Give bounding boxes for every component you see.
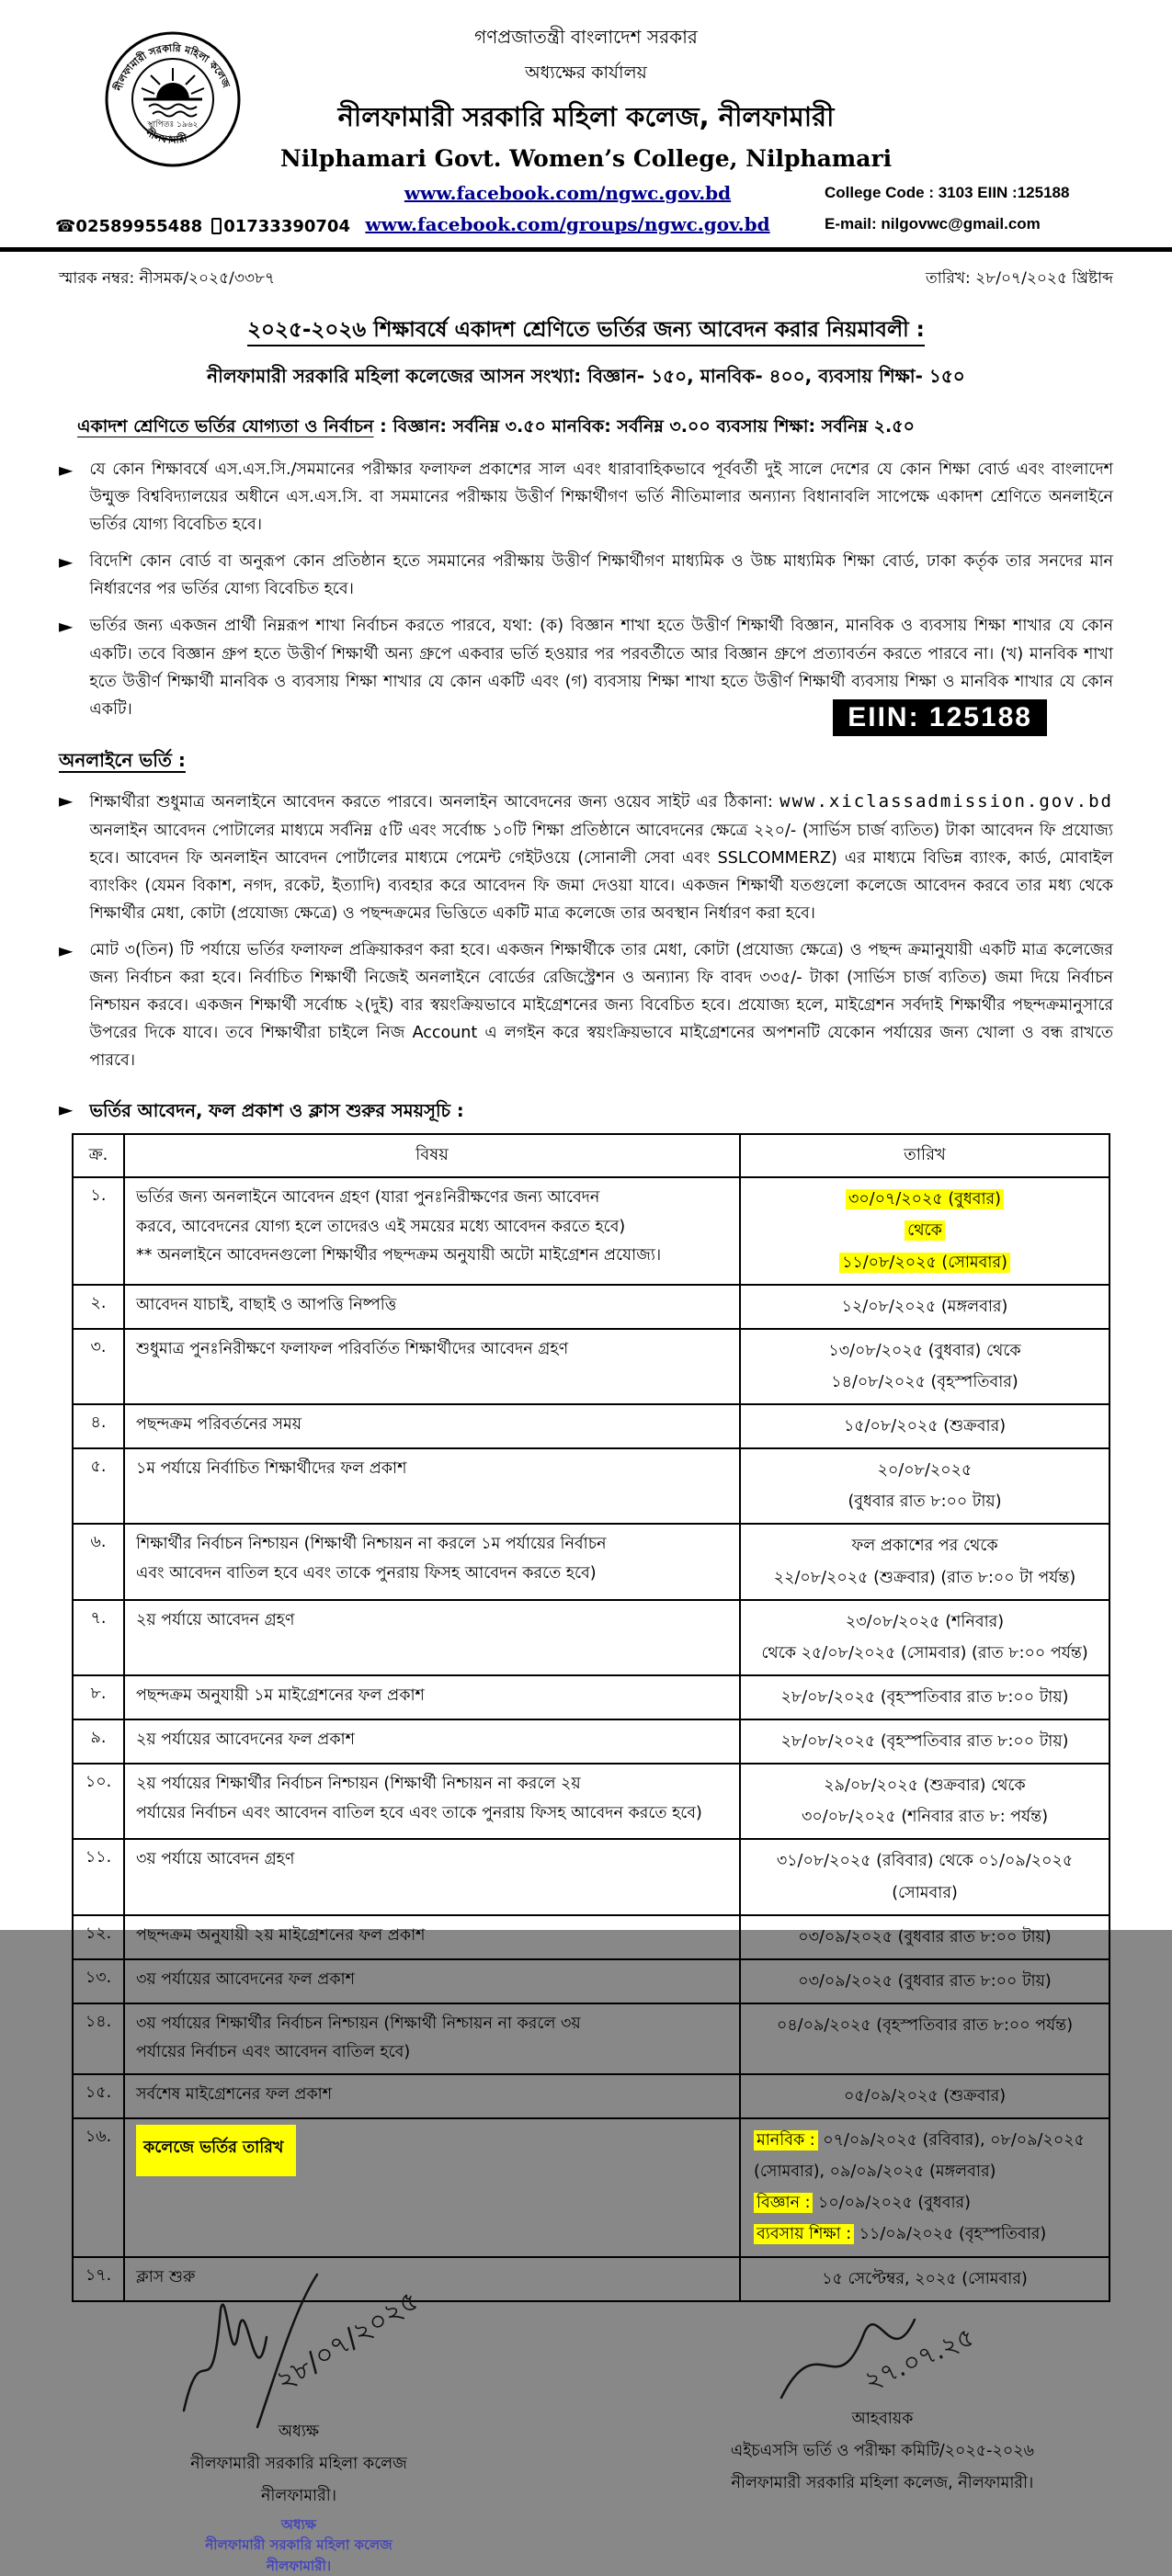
subject-line <box>136 1213 735 1243</box>
online-admission-heading: অনলাইনে ভর্তি : <box>59 748 186 771</box>
government-line: গণপ্রজাতন্ত্রী বাংলাদেশ সরকার <box>474 26 698 48</box>
text-segment: পছন্দক্রম পরিবর্তনের সময় <box>136 1415 302 1435</box>
cell-subject <box>124 2118 740 2257</box>
date-line <box>748 1455 1101 1486</box>
stamp-line: নীলফামারী। <box>266 2557 332 2574</box>
rule-item <box>59 548 1113 603</box>
cell-serial: ১৪. <box>73 2003 124 2074</box>
convener-signature-icon <box>754 2297 1011 2416</box>
cell-serial: ৯. <box>73 1719 124 1764</box>
date-line <box>748 1486 1101 1517</box>
header-divider <box>0 247 1172 252</box>
text-segment: ২৯/০৮/২০২৫ (শুক্রবার) থেকে <box>824 1776 1026 1796</box>
cell-date <box>740 1839 1109 1914</box>
cell-date <box>740 2118 1109 2257</box>
text-segment: ১২/০৮/২০২৫ (মঙ্গলবার) <box>841 1297 1008 1316</box>
text-segment: যে কোন শিক্ষাবর্ষে এস.এস.সি./সমমানের পরীক্ষার ফলাফল প্রকাশের সাল এবং ধারাবাহিকভাবে পূর্ববর্তী দুই সালে দেশের যে কোন শিক্ষা বোর্ড এবং বাংলাদেশ উন্মুক্ত বিশ্ববিদ্যালয়ের অধীনে এস.এস.সি. বা সমমানের পরীক্ষায় উত্তীর্ণ শিক্ষার্থীগণ ভর্তি নীতিমালার অন্যান্য বিধানাবলি সাপেক্ষে একাদশ শ্রেণিতে অনলাইনে ভর্তির যোগ্য বিবেচিত হবে। <box>89 460 1113 535</box>
online-section-header-row <box>59 701 1113 777</box>
schedule-table <box>72 1133 1110 2301</box>
email-line: E-mail: nilgovwc@gmail.com <box>825 214 1041 233</box>
cell-date <box>740 1404 1109 1448</box>
cell-date <box>740 1524 1109 1599</box>
logo-sun-icon <box>142 68 204 117</box>
online-rules-list <box>59 787 1113 1075</box>
text-segment: ২৩/০৮/২০২৫ (শনিবার) <box>845 1612 1005 1631</box>
text-segment: ৩য় পর্যায়ের আবেদনের ফল প্রকাশ <box>136 1969 355 1989</box>
cell-subject <box>124 1177 740 1284</box>
cell-subject <box>124 1839 740 1914</box>
facebook-group-link[interactable]: www.facebook.com/groups/ngwc.gov.bd <box>365 213 770 235</box>
cell-subject <box>124 1524 740 1599</box>
date-line <box>754 2219 1101 2250</box>
text-segment: ** অনলাইনে আবেদনগুলো শিক্ষার্থীর পছন্দক্রম অনুযায়ী অটো মাইগ্রেশন প্রযোজ্য। <box>136 1246 662 1265</box>
rule-item <box>59 456 1113 539</box>
subject-line <box>136 1726 735 1755</box>
subject-line <box>136 2010 735 2039</box>
text-segment: করবে, আবেদনের যোগ্য হলে তাদেরও এই সময়ের মধ্যে আবেদন করতে হবে) <box>136 1217 626 1236</box>
cell-subject <box>124 2003 740 2074</box>
cell-date <box>740 1959 1109 2003</box>
date-line <box>748 1530 1101 1561</box>
college-logo <box>103 29 243 169</box>
text-segment: বিদেশি কোন বোর্ড বা অনুরূপ কোন প্রতিষ্ঠান হতে সমমানের পরীক্ষায় উত্তীর্ণ শিক্ষার্থীগণ মাধ্যমিক ও উচ্চ মাধ্যমিক শিক্ষা বোর্ড, ঢাকা কর্তৃক তার সনদের মান নির্ধারণের পর ভর্তির যোগ্য বিবেচিত হবে। <box>89 552 1113 599</box>
date-line <box>748 1770 1101 1801</box>
date-line <box>748 1367 1101 1398</box>
subject-line <box>136 1770 735 1799</box>
text-segment: ১১/০৯/২০২৫ (বৃহস্পতিবার) <box>854 2225 1047 2244</box>
principal-signature-block <box>147 2284 450 2576</box>
date-line <box>748 1411 1101 1442</box>
text-segment: আবেদন যাচাই, বাছাই ও আপত্তি নিষ্পত্তি <box>136 1295 397 1314</box>
facebook-link[interactable]: www.facebook.com/ngwc.gov.bd <box>404 182 732 204</box>
subject-line <box>136 1682 735 1711</box>
bullet-arrow-icon: ► <box>59 938 74 961</box>
text-segment: ৩০/০৮/২০২৫ (শনিবার রাত ৮: পর্যন্ত) <box>801 1808 1049 1827</box>
table-row <box>73 1329 1109 1404</box>
seat-capacity-line: নীলফামারী সরকারি মহিলা কলেজের আসন সংখ্যা: বিজ্ঞান- ১৫০, মানবিক- ৪০০, ব্যবসায় শিক্ষা- ১৫০ <box>207 365 965 387</box>
text-segment: (বুধবার রাত ৮:০০ টায়) <box>848 1492 1002 1512</box>
subject-line <box>136 1530 735 1560</box>
subject-line <box>136 1560 735 1589</box>
cell-serial: ৫. <box>73 1448 124 1524</box>
date-line <box>748 1247 1101 1278</box>
text-segment: (সোমবার), ০৯/০৯/২০২৫ (মঙ্গলবার) <box>754 2162 996 2182</box>
date-line <box>748 1966 1101 1997</box>
subject-line <box>136 2038 735 2068</box>
table-row <box>73 1675 1109 1719</box>
date-line <box>748 1562 1101 1594</box>
text-segment: ৩য় পর্যায়ের শিক্ষার্থীর নির্বাচন নিশ্চায়ন (শিক্ষার্থী নিশ্চায়ন না করলে ৩য় <box>136 2014 581 2033</box>
cell-date <box>740 1600 1109 1675</box>
eiin-badge: EIIN: 125188 <box>833 699 1047 736</box>
date-line <box>748 1606 1101 1638</box>
notice-title: ২০২৫-২০২৬ শিক্ষাবর্ষে একাদশ শ্রেণিতে ভর্তির জন্য আবেদন করার নিয়মাবলী : <box>0 312 1172 348</box>
header-serial: ক্র. <box>73 1134 124 1177</box>
rule-item <box>59 936 1113 1074</box>
text-segment: পর্যায়ের নির্বাচন এবং আবেদন বাতিল হবে এবং তাকে পুনরায় ফিসহ আবেদন করতে হবে) <box>136 1803 702 1822</box>
subject-line <box>136 1291 735 1321</box>
subject-line <box>136 1242 735 1271</box>
text-segment: পর্যায়ের নির্বাচন এবং আবেদন বাতিল হবে) <box>136 2043 411 2062</box>
mobile-phone-icon <box>211 218 222 234</box>
memo-number: স্মারক নম্বর: নীসমক/২০২৫/৩৩৮৭ <box>59 269 276 288</box>
cell-date <box>740 1719 1109 1764</box>
eligibility-values: : বিজ্ঞান: সর্বনিম্ন ৩.৫০ মানবিক: সর্বনিম্ন ৩.০০ ব্যবসায় শিক্ষা: সর্বনিম্ন ২.৫০ <box>373 416 915 437</box>
cell-subject <box>124 1675 740 1719</box>
table-row <box>73 1524 1109 1599</box>
subject-line <box>136 2125 735 2176</box>
bullet-arrow-icon: ► <box>59 615 74 638</box>
cell-date <box>740 1448 1109 1524</box>
principal-signature-icon <box>147 2273 450 2429</box>
cell-date <box>740 2074 1109 2118</box>
text-segment: ২৮/০৮/২০২৫ (বৃহস্পতিবার রাত ৮:০০ টায়) <box>780 1687 1069 1707</box>
handwritten-date: ২৮/০৭/২০২৫ <box>270 2284 425 2398</box>
text-segment: পছন্দক্রম অনুযায়ী ১ম মাইগ্রেশনের ফল প্রকাশ <box>136 1685 425 1705</box>
general-rules-list <box>59 456 1113 723</box>
logo-ring-top-text: নীলফামারী সরকারি মহিলা কলেজ <box>112 41 233 93</box>
text-segment: ৩য় পর্যায়ে আবেদন গ্রহণ <box>136 1850 295 1869</box>
cell-date <box>740 1675 1109 1719</box>
text-segment: ২য় পর্যায়ের আবেদনের ফল প্রকাশ <box>136 1731 355 1750</box>
subject-line <box>136 1184 735 1213</box>
eligibility-heading: একাদশ শ্রেণিতে ভর্তির যোগ্যতা ও নির্বাচন <box>77 416 374 437</box>
subject-line <box>136 1845 735 1875</box>
cell-subject <box>124 1404 740 1448</box>
subject-line <box>136 1455 735 1484</box>
cell-serial: ১. <box>73 1177 124 1284</box>
table-row <box>73 1764 1109 1839</box>
college-code-line: College Code : 3103 EIIN :125188 <box>825 183 1070 201</box>
table-row <box>73 1600 1109 1675</box>
text-segment: ০৫/০৯/২০২৫ (শুক্রবার) <box>843 2086 1007 2105</box>
text-segment: অনলাইন আবেদন পোটালের মাধ্যমে সর্বনিম্ন ৫টি এবং সর্বোচ্চ ১০টি শিক্ষা প্রতিষ্ঠানে আবেদনের ক্ষেত্রে ২২০/- (সার্ভিস চার্জ ব্যতিত) টাকা আবেদন ফি প্রযোজ্য হবে। আবেদন ফি অনলাইন আবেদন পোর্টালের মাধ্যমে পেমেন্ট গেইটওয়ে (সোনালী সেবা এবং SSLCOMMERZ) এর মাধ্যমে বিভিন্ন ব্যাংক, কার্ড, মোবাইল ব্যাংকিং (যেমন বিকাশ, নগদ, রকেট, ইত্যাদি) ব্যবহার করে আবেদন ফি জমা দেওয়া যাবে। একজন শিক্ষার্থী যতগুলো কলেজে আবেদন করবে তার মধ্য থেকে শিক্ষার্থীর মেধা, কোটা (প্রযোজ্য ক্ষেত্রে) ও পছন্দক্রমের ভিত্তিতে একটি মাত্র কলেজে তার অবস্থান নির্ধারণ করা হবে। <box>89 821 1113 923</box>
table-header-row <box>73 1134 1109 1177</box>
subject-line <box>136 1335 735 1365</box>
phone-number-1: 02589955488 <box>75 217 203 236</box>
table-row <box>73 2074 1109 2118</box>
signatory-org: নীলফামারী সরকারি মহিলা কলেজ <box>190 2454 407 2473</box>
highlighted-text: মানবিক : <box>754 2130 818 2150</box>
cell-serial: ৭. <box>73 1600 124 1675</box>
text-segment: ২২/০৮/২০২৫ (শুক্রবার) (রাত ৮:০০ টা পর্যন্ত) <box>773 1568 1076 1587</box>
cell-subject <box>124 1285 740 1329</box>
cell-subject <box>124 1915 740 1959</box>
date-line <box>748 1638 1101 1669</box>
schedule-heading-row <box>59 1098 1113 1128</box>
convener-signature-block <box>731 2306 1034 2576</box>
table-row <box>73 1448 1109 1524</box>
phone-numbers <box>7 217 350 240</box>
text-segment: ১৩/০৮/২০২৫ (বুধবার) থেকে <box>828 1341 1021 1360</box>
subject-line <box>136 1966 735 1995</box>
cell-date <box>740 1177 1109 1284</box>
signatory-role: আহবায়ক <box>851 2409 914 2428</box>
table-row <box>73 1839 1109 1914</box>
signature-area <box>0 2284 1172 2576</box>
cell-subject <box>124 1719 740 1764</box>
highlighted-text: কলেজে ভর্তির তারিখ <box>136 2125 296 2176</box>
bullet-arrow-icon: ► <box>59 550 74 573</box>
highlighted-text: থেকে <box>905 1220 945 1241</box>
cell-serial: ১৭. <box>73 2257 124 2301</box>
text-segment: ভর্তির জন্য অনলাইনে আবেদন গ্রহণ (যারা পুনঃনিরীক্ষণের জন্য আবেদন <box>136 1188 600 1208</box>
highlighted-text: ব্যবসায় শিক্ষা : <box>754 2224 854 2244</box>
bullet-arrow-icon: ► <box>59 459 74 481</box>
date-line <box>748 1922 1101 1953</box>
bullet-arrow-icon: ► <box>59 789 74 811</box>
college-name-bn: নীলফামারী সরকারি মহিলা কলেজ, নীলফামারী <box>337 101 835 132</box>
text-segment: ২৮/০৮/২০২৫ (বৃহস্পতিবার রাত ৮:০০ টায়) <box>780 1732 1069 1752</box>
date-line <box>748 2264 1101 2295</box>
signatory-place: নীলফামারী সরকারি মহিলা কলেজ, নীলফামারী। <box>731 2473 1034 2492</box>
date-line <box>754 2125 1101 2156</box>
cell-date <box>740 2257 1109 2301</box>
cell-date <box>740 1764 1109 1839</box>
text-segment: ২০/০৮/২০২৫ <box>877 1461 973 1481</box>
table-row <box>73 1719 1109 1764</box>
header <box>0 0 1172 252</box>
text-segment: ভর্তির জন্য একজন প্রার্থী নিম্নরূপ শাখা নির্বাচন করতে পারবে, যথা: (ক) বিজ্ঞান শাখা হতে উত্তীর্ণ শিক্ষার্থী বিজ্ঞান, মানবিক ও ব্যবসায় শিক্ষা শাখার যে কোন একটি। তবে বিজ্ঞান গ্রুপ হতে উত্তীর্ণ শিক্ষার্থী অন্য গ্রুপে একবার ভর্তি হওয়ার পর পরবর্তীতে আর বিজ্ঞান গ্রুপে প্রত্যাবর্তন করতে পারবে না। (খ) মানবিক শাখা হতে উত্তীর্ণ শিক্ষার্থী মানবিক ও ব্যবসায় শিক্ষা শাখার যে কোন একটি এবং (গ) ব্যবসায় শিক্ষা শাখা হতে উত্তীর্ণ শিক্ষার্থী ব্যবসায় শিক্ষা ও মানবিক শাখার যে কোন একটি। <box>89 617 1113 719</box>
subject-line <box>136 2081 735 2110</box>
cell-subject <box>124 1600 740 1675</box>
table-row <box>73 1915 1109 1959</box>
text-segment: ০৭/০৯/২০২৫ (রবিবার), ০৮/০৯/২০২৫ <box>817 2131 1085 2150</box>
date-line <box>748 1801 1101 1833</box>
admission-website-url[interactable]: www.xiclassadmission.gov.bd <box>779 790 1113 811</box>
cell-serial: ৩. <box>73 1329 124 1404</box>
text-segment: থেকে ২৫/০৮/২০২৫ (সোমবার) (রাত ৮:০০ পর্যন্ত) <box>761 1643 1088 1662</box>
date-line <box>748 1682 1101 1713</box>
table-row <box>73 2003 1109 2074</box>
cell-date <box>740 1329 1109 1404</box>
date-line <box>748 1726 1101 1757</box>
office-line: অধ্যক্ষের কার্যালয় <box>525 62 647 83</box>
text-segment: ০৩/০৯/২০২৫ (বুধবার রাত ৮:০০ টায়) <box>798 1927 1052 1946</box>
table-row <box>73 1177 1109 1284</box>
cell-date <box>740 1915 1109 1959</box>
text-segment: ক্লাস শুরু <box>136 2267 196 2287</box>
logo-established-text: স্থাপিতঃ ১৯৬২ <box>147 120 199 130</box>
text-segment: এবং আবেদন বাতিল হবে এবং তাকে পুনরায় ফিসহ আবেদন করতে হবে) <box>136 1563 597 1583</box>
text-segment: ০৪/০৯/২০২৫ (বৃহস্পতিবার রাত ৮:০০ পর্যন্ত) <box>776 2015 1074 2035</box>
text-segment: ১০/০৯/২০২৫ (বুধবার) <box>813 2194 972 2213</box>
eligibility-line <box>77 414 1113 443</box>
cell-serial: ১৩. <box>73 1959 124 2003</box>
text-segment: ১ম পর্যায়ে নির্বাচিত শিক্ষার্থীদের ফল প্রকাশ <box>136 1459 407 1479</box>
cell-subject <box>124 1959 740 2003</box>
text-segment: ১৫ সেপ্টেম্বর, ২০২৫ (সোমবার) <box>822 2269 1028 2288</box>
table-row <box>73 1404 1109 1448</box>
date-line <box>748 1845 1101 1908</box>
rule-text <box>89 936 1113 1074</box>
header-subject: বিষয় <box>124 1134 740 1177</box>
cell-subject <box>124 2074 740 2118</box>
text-segment: পছন্দক্রম অনুযায়ী ২য় মাইগ্রেশনের ফল প্রকাশ <box>136 1925 426 1945</box>
table-row <box>73 1959 1109 2003</box>
date-line <box>754 2187 1101 2219</box>
text-segment: ২য় পর্যায়ে আবেদন গ্রহণ <box>136 1610 295 1629</box>
stamp-line: নীলফামারী সরকারি মহিলা কলেজ <box>205 2536 393 2554</box>
date-line <box>748 2081 1101 2112</box>
cell-serial: ৮. <box>73 1675 124 1719</box>
cell-date <box>740 1285 1109 1329</box>
date-line <box>748 1291 1101 1322</box>
cell-serial: ১০. <box>73 1764 124 1839</box>
cell-serial: ৬. <box>73 1524 124 1599</box>
cell-subject <box>124 1764 740 1839</box>
highlighted-text: ৩০/০৭/২০২৫ (বুধবার) <box>846 1189 1004 1209</box>
telephone-icon: ☎ <box>55 217 76 236</box>
cell-serial: ১৫. <box>73 2074 124 2118</box>
cell-serial: ১১. <box>73 1839 124 1914</box>
header-date: তারিখ <box>740 1134 1109 1177</box>
logo-ring-bottom-text: নীলফামারী <box>143 126 188 146</box>
signatory-role: অধ্যক্ষ <box>278 2422 320 2441</box>
subject-line <box>136 1606 735 1636</box>
text-segment: মোট ৩(তিন) টি পর্যায়ে ভর্তির ফলাফল প্রক্রিয়াকরণ করা হবে। একজন শিক্ষার্থীকে তার মেধা, কোটা (প্রযোজ্য ক্ষেত্রে) ও পছন্দ ক্রমানুযায়ী একটি মাত্র কলেজের জন্য নির্বাচন করা হবে। নির্বাচিত শিক্ষার্থী নিজেই অনলাইনে বোর্ডের রেজিস্ট্রেশন ও অন্যান্য ফি বাবদ ৩৩৫/- টাকা (সার্ভিস চার্জ ব্যতিত) জমা দিয়ে নির্বাচন নিশ্চায়ন করবে। একজন শিক্ষার্থী সর্বোচ্চ ২(দুই) বার স্বয়ংক্রিয়ভাবে মাইগ্রেশনের জন্য বিবেচিত হবে। প্রযোজ্য হলে, মাইগ্রেশন সর্বদাই শিক্ষার্থীর পছন্দক্রমানুসারে উপরের দিকে যাবে। তবে শিক্ষার্থীরা চাইলে নিজ Account এ লগইন করে স্বয়ংক্রিয়ভাবে মাইগ্রেশনের অপশনটি যেকোন পর্যায়ের জন্য খোলা ও বন্ধ রাখতে পারবে। <box>89 940 1113 1071</box>
handwritten-date: ২৭.০৭.২৫ <box>859 2321 979 2397</box>
phone-number-2: 01733390704 <box>223 217 350 236</box>
highlighted-text: বিজ্ঞান : <box>754 2193 813 2213</box>
text-segment: শিক্ষার্থীর নির্বাচন নিশ্চায়ন (শিক্ষার্থী নিশ্চায়ন না করলে ১ম পর্যায়ের নির্বাচন <box>136 1535 607 1554</box>
text-segment: ১৫/০৮/২০২৫ (শুক্রবার) <box>843 1417 1007 1436</box>
subject-line <box>136 1799 735 1829</box>
table-row <box>73 2118 1109 2257</box>
college-name-en: Nilphamari Govt. Women’s College, Nilphamari <box>279 145 893 172</box>
cell-subject <box>124 1329 740 1404</box>
stamp-line: অধ্যক্ষ <box>281 2515 316 2533</box>
principal-stamp <box>147 2514 450 2576</box>
text-segment: ০৩/০৯/২০২৫ (বুধবার রাত ৮:০০ টায়) <box>798 1971 1052 1991</box>
rule-text <box>89 456 1113 539</box>
date-line <box>748 1335 1101 1367</box>
text-segment: শিক্ষার্থীরা শুধুমাত্র অনলাইনে আবেদন করতে পারবে। অনলাইন আবেদনের জন্য ওয়েব সাইট এর ঠিকানা: <box>89 792 780 811</box>
cell-subject <box>124 1448 740 1524</box>
cell-serial: ২. <box>73 1285 124 1329</box>
memo-date: তারিখ: ২৮/০৭/২০২৫ খ্রিষ্টাব্দ <box>925 269 1113 288</box>
highlighted-text: ১১/০৮/২০২৫ (সোমবার) <box>839 1253 1010 1273</box>
cell-date <box>740 2003 1109 2074</box>
schedule-heading: ভর্তির আবেদন, ফল প্রকাশ ও ক্লাস শুরুর সময়সূচি : <box>89 1100 464 1122</box>
subject-line <box>136 1411 735 1440</box>
table-row <box>73 1285 1109 1329</box>
date-line <box>748 1215 1101 1246</box>
rule-text <box>89 787 1113 927</box>
contact-row <box>0 177 1172 240</box>
text-segment: সর্বশেষ মাইগ্রেশনের ফল প্রকাশ <box>136 2084 333 2104</box>
text-segment: ১৪/০৮/২০২৫ (বৃহস্পতিবার) <box>831 1372 1018 1391</box>
date-line <box>754 2156 1101 2187</box>
cell-serial: ৪. <box>73 1404 124 1448</box>
date-line <box>748 2010 1101 2041</box>
bullet-arrow-icon: ► <box>59 1098 74 1121</box>
subject-line <box>136 1922 735 1951</box>
rule-text <box>89 548 1113 603</box>
text-segment: ফল প্রকাশের পর থেকে <box>851 1537 998 1556</box>
text-segment: ২য় পর্যায়ের শিক্ষার্থীর নির্বাচন নিশ্চায়ন (শিক্ষার্থী নিশ্চায়ন না করলে ২য় <box>136 1775 581 1794</box>
text-segment: ৩১/০৮/২০২৫ (রবিবার) থেকে ০১/০৯/২০২৫ (সোমবার) <box>776 1852 1074 1902</box>
rule-item <box>59 787 1113 927</box>
signatory-place: নীলফামারী। <box>260 2486 337 2505</box>
cell-serial: ১৬. <box>73 2118 124 2257</box>
text-segment: শুধুমাত্র পুনঃনিরীক্ষণে ফলাফল পরিবর্তিত শিক্ষার্থীদের আবেদন গ্রহণ <box>136 1339 569 1358</box>
date-line <box>748 1184 1101 1215</box>
signatory-org: এইচএসসি ভর্তি ও পরীক্ষা কমিটি/২০২৫-২০২৬ <box>730 2441 1034 2460</box>
cell-serial: ১২. <box>73 1915 124 1959</box>
